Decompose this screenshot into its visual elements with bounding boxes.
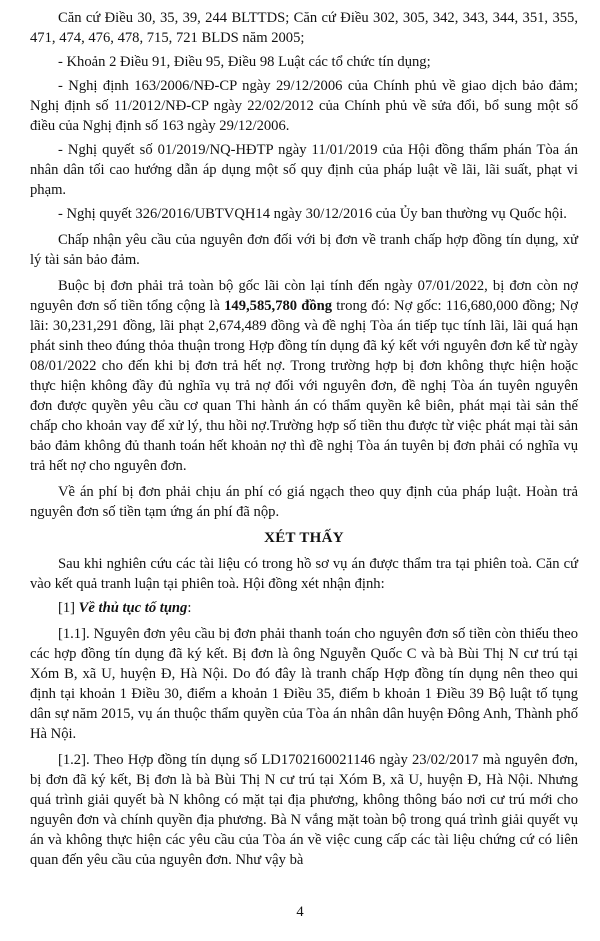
legal-basis-resolution-01: - Nghị quyết số 01/2019/NQ-HĐTP ngày 11/01/2019 của Hội đồng thẩm phán Tòa án nhân dân tối cao hướng dẫn áp dụng một số quy định của pháp luật về lãi, lãi suất, phạt vi phạm. xyxy=(30,142,578,198)
debt-text-after: trong đó: Nợ gốc: 116,680,000 đồng; Nợ lãi: 30,231,291 đồng, lãi phạt 2,674,489 đồng và đề nghị Tòa án tiếp tục tính lãi, lãi quá hạn phát sinh theo đúng thỏa thuận trong Hợp đồng tín dụng đã ký kết với nguyên đơn kể từ ngày 08/01/2022 cho đến khi bị đơn trả hết nợ. Trong trường hợp bị đơn không thực hiện hoặc thực hiện không đầy đủ nghĩa vụ trả nợ đối với nguyên đơn, đề nghị Tòa án tuyên nguyên đơn được quyền yêu cầu cơ quan Thi hành án có thẩm quyền kê biên, phát mại tài sản thế chấp cho khoản vay để xử lý, thu hồi nợ.Trường hợp số tiền thu được từ việc phát mại tài sản bảo đảm không đủ thanh toán hết khoản nợ thì đề nghị Tòa án tuyên bị đơn phải có nghĩa vụ trả hết nợ cho nguyên đơn. xyxy=(30,298,578,474)
legal-basis-civil-code: Căn cứ Điều 30, 35, 39, 244 BLTTDS; Căn cứ Điều 302, 305, 342, 343, 344, 351, 355, 471, 474, 476, 478, 715, 721 BLDS năm 2005; xyxy=(30,10,578,46)
section-1-1-paragraph: [1.1]. Nguyên đơn yêu cầu bị đơn phải thanh toán cho nguyên đơn số tiền còn thiếu theo các hợp đồng tín dụng đã ký kết. Bị đơn là ông Nguyễn Quốc C và bà Bùi Thị N cư trú tại Xóm B, xã U, huyện Đ, Hà Nội. Do đó đây là tranh chấp Hợp đồng tín dụng nên theo qui định tại khoản 1 Điều 30, điểm a khoản 1 Điều 35, điểm b khoản 1 Điều 39 Bộ luật tố tụng dân sự năm 2015, vụ án thuộc thẩm quyền của Tòa án nhân dân huyện Đông Anh, Thành phố Hà Nội. xyxy=(30,626,578,742)
court-fee-paragraph: Về án phí bị đơn phải chịu án phí có giá ngạch theo quy định của pháp luật. Hoàn trả nguyên đơn số tiền tạm ứng án phí đã nộp. xyxy=(30,484,578,520)
legal-basis-resolution-326: - Nghị quyết 326/2016/UBTVQH14 ngày 30/12/2016 của Ủy ban thường vụ Quốc hội. xyxy=(58,206,567,222)
review-intro-paragraph: Sau khi nghiên cứu các tài liệu có trong hồ sơ vụ án được thẩm tra tại phiên toà. Căn cứ vào kết quả tranh luận tại phiên toà. Hội đồng xét nhận định: xyxy=(30,556,578,592)
debt-paragraph xyxy=(30,276,578,476)
document-body xyxy=(30,8,578,876)
plaintiff-request-paragraph: Chấp nhận yêu cầu của nguyên đơn đối với bị đơn về tranh chấp hợp đồng tín dụng, xử lý tài sản bảo đảm. xyxy=(30,232,578,268)
section-heading: XÉT THẤY xyxy=(264,530,344,546)
legal-basis-decree: - Nghị định 163/2006/NĐ-CP ngày 29/12/2006 của Chính phủ về giao dịch bảo đảm; Nghị định số 11/2012/NĐ-CP ngày 22/02/2012 của Chính phủ về sửa đổi, bổ sung một số điều của Nghị định số 163 ngày 29/12/2006. xyxy=(30,78,578,134)
debt-text-before: Buộc bị đơn phải trả toàn bộ gốc lãi còn lại tính đến ngày 07/01/2022, bị đơn còn nợ nguyên đơn số tiền tổng cộng là xyxy=(30,278,578,314)
procedure-suffix: : xyxy=(187,600,192,616)
legal-basis-credit-law: - Khoản 2 Điều 91, Điều 95, Điều 98 Luật các tổ chức tín dụng; xyxy=(58,54,431,70)
page-number: 4 xyxy=(296,904,304,920)
section-1-2-paragraph: [1.2]. Theo Hợp đồng tín dụng số LD1702160021146 ngày 23/02/2017 mà nguyên đơn, bị đơn đã ký kết, Bị đơn là bà Bùi Thị N cư trú tại Xóm B, xã U, huyện Đ, Hà Nội. Nhưng quá trình giải quyết bà N không có mặt tại địa phương, không thông báo nơi cư trú mới cho nguyên đơn và chính quyền địa phương. Bà N vắng mặt toàn bộ trong quá trình giải quyết vụ án và không thực hiện các yêu cầu của Tòa án về việc cung cấp các tài liệu chứng cứ có liên quan đến yêu cầu của nguyên đơn. Như vậy bà xyxy=(30,752,578,868)
procedure-title: Về thủ tục tố tụng xyxy=(78,600,188,616)
procedure-subheading xyxy=(30,598,578,618)
procedure-number: [1] xyxy=(58,600,79,616)
debt-total-amount: 149,585,780 đồng xyxy=(224,298,333,314)
